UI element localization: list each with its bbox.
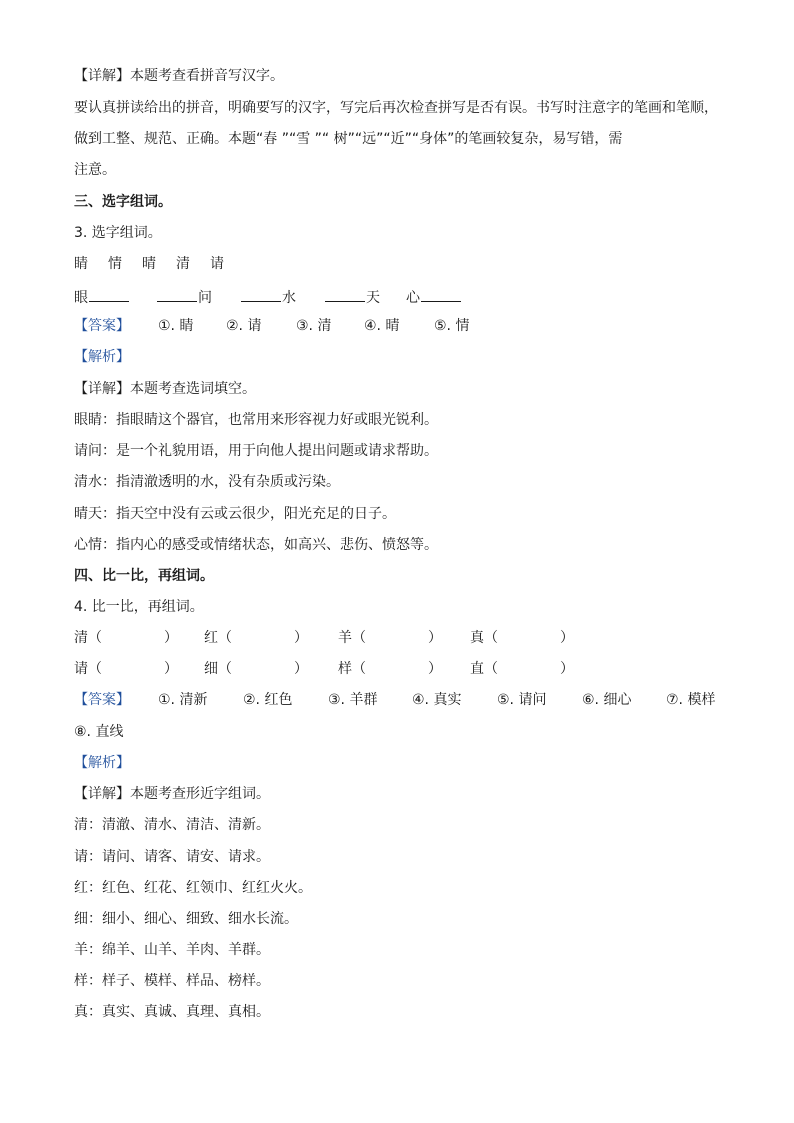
explanation-line: 请：请问、请客、请安、请求。 bbox=[74, 849, 270, 865]
paren-close: ） bbox=[560, 661, 574, 677]
paragraph-line: 做到工整、规范、正确。本题“春 ”“雪 ”“ 树”“远”“近”“身体”的笔画较复杂，易写错，需 bbox=[74, 131, 623, 147]
char-choice: 情 bbox=[108, 256, 122, 272]
paren-close: ） bbox=[164, 661, 178, 677]
answer-item: ⑤. 情 bbox=[434, 318, 470, 334]
answer-item: ④. 真实 bbox=[412, 692, 462, 708]
explanation-line: 眼睛：指眼睛这个器官，也常用来形容视力好或眼光锐利。 bbox=[74, 412, 438, 428]
compare-item bbox=[74, 628, 178, 648]
compare-item bbox=[204, 659, 308, 679]
paren-close: ） bbox=[428, 661, 442, 677]
paren-close: ） bbox=[428, 630, 442, 646]
compare-char: 真（ bbox=[470, 630, 498, 646]
compare-item bbox=[470, 659, 574, 679]
explanation-line: 请问：是一个礼貌用语，用于向他人提出问题或请求帮助。 bbox=[74, 443, 438, 459]
compare-char: 直（ bbox=[470, 661, 498, 677]
blank-line[interactable] bbox=[421, 286, 461, 302]
compare-item bbox=[470, 628, 574, 648]
fill-blank-item bbox=[406, 286, 462, 308]
blank-line[interactable] bbox=[325, 286, 365, 302]
blank-line[interactable] bbox=[157, 286, 197, 302]
fill-blank-item bbox=[324, 286, 380, 308]
explanation-line: 晴天：指天空中没有云或云很少，阳光充足的日子。 bbox=[74, 506, 396, 522]
explanation-line: 样：样子、模样、样品、榜样。 bbox=[74, 973, 270, 989]
blank-suffix: 水 bbox=[282, 290, 296, 306]
analysis-label: 【解析】 bbox=[74, 755, 130, 771]
compare-char: 清（ bbox=[74, 630, 102, 646]
answer-item: ③. 羊群 bbox=[328, 692, 378, 708]
blank-suffix: 问 bbox=[198, 290, 212, 306]
intro-detail: 【详解】本题考查看拼音写汉字。 bbox=[74, 68, 284, 84]
compare-char: 细（ bbox=[204, 661, 232, 677]
answer-label: 【答案】 bbox=[74, 692, 130, 708]
explanation-line: 心情：指内心的感受或情绪状态，如高兴、悲伤、愤怒等。 bbox=[74, 537, 438, 553]
compare-char: 请（ bbox=[74, 661, 102, 677]
answer-label: 【答案】 bbox=[74, 318, 130, 334]
answer-item: ①. 清新 bbox=[158, 692, 208, 708]
compare-item bbox=[74, 659, 178, 679]
paragraph-line: 要认真拼读给出的拼音，明确要写的汉字，写完后再次检查拼写是否有误。书写时注意字的笔画和笔顺， bbox=[74, 100, 718, 116]
compare-item bbox=[338, 659, 442, 679]
paren-close: ） bbox=[294, 661, 308, 677]
blank-line[interactable] bbox=[89, 286, 129, 302]
explanation-line: 真：真实、真诚、真理、真相。 bbox=[74, 1004, 270, 1020]
section-heading: 三、选字组词。 bbox=[74, 194, 172, 210]
char-choice: 睛 bbox=[74, 256, 88, 272]
answer-item: ⑦. 模样 bbox=[666, 692, 716, 708]
explanation-line: 羊：绵羊、山羊、羊肉、羊群。 bbox=[74, 942, 270, 958]
compare-char: 样（ bbox=[338, 661, 366, 677]
analysis-label: 【解析】 bbox=[74, 349, 130, 365]
blank-prefix: 心 bbox=[406, 290, 420, 306]
answer-item: ②. 红色 bbox=[243, 692, 293, 708]
char-choice: 晴 bbox=[142, 256, 156, 272]
paragraph-line: 注意。 bbox=[74, 162, 116, 178]
question-title: 4. 比一比，再组词。 bbox=[74, 599, 204, 615]
detail-line: 【详解】本题考查形近字组词。 bbox=[74, 786, 270, 802]
blank-line[interactable] bbox=[241, 286, 281, 302]
fill-blank-item bbox=[74, 286, 130, 308]
char-choice: 请 bbox=[210, 256, 224, 272]
answer-item: ⑥. 细心 bbox=[582, 692, 632, 708]
compare-item bbox=[204, 628, 308, 648]
compare-char: 羊（ bbox=[338, 630, 366, 646]
compare-char: 红（ bbox=[204, 630, 232, 646]
answer-item: ⑧. 直线 bbox=[74, 724, 124, 740]
explanation-line: 细：细小、细心、细致、细水长流。 bbox=[74, 911, 298, 927]
explanation-line: 清水：指清澈透明的水，没有杂质或污染。 bbox=[74, 474, 340, 490]
answer-item: ④. 晴 bbox=[364, 318, 400, 334]
paren-close: ） bbox=[294, 630, 308, 646]
explanation-line: 清：清澈、清水、清洁、清新。 bbox=[74, 817, 270, 833]
compare-item bbox=[338, 628, 442, 648]
blank-suffix: 天 bbox=[366, 290, 380, 306]
char-choice: 清 bbox=[176, 256, 190, 272]
question-title: 3. 选字组词。 bbox=[74, 225, 162, 241]
paren-close: ） bbox=[164, 630, 178, 646]
detail-line: 【详解】本题考查选词填空。 bbox=[74, 381, 256, 397]
fill-blank-item bbox=[156, 286, 212, 308]
answer-item: ①. 睛 bbox=[158, 318, 194, 334]
fill-blank-item bbox=[240, 286, 296, 308]
blank-prefix: 眼 bbox=[74, 290, 88, 306]
answer-item: ②. 请 bbox=[226, 318, 262, 334]
section-heading: 四、比一比，再组词。 bbox=[74, 568, 214, 584]
answer-item: ③. 清 bbox=[296, 318, 332, 334]
explanation-line: 红：红色、红花、红领巾、红红火火。 bbox=[74, 880, 312, 896]
answer-item: ⑤. 请问 bbox=[497, 692, 547, 708]
paren-close: ） bbox=[560, 630, 574, 646]
